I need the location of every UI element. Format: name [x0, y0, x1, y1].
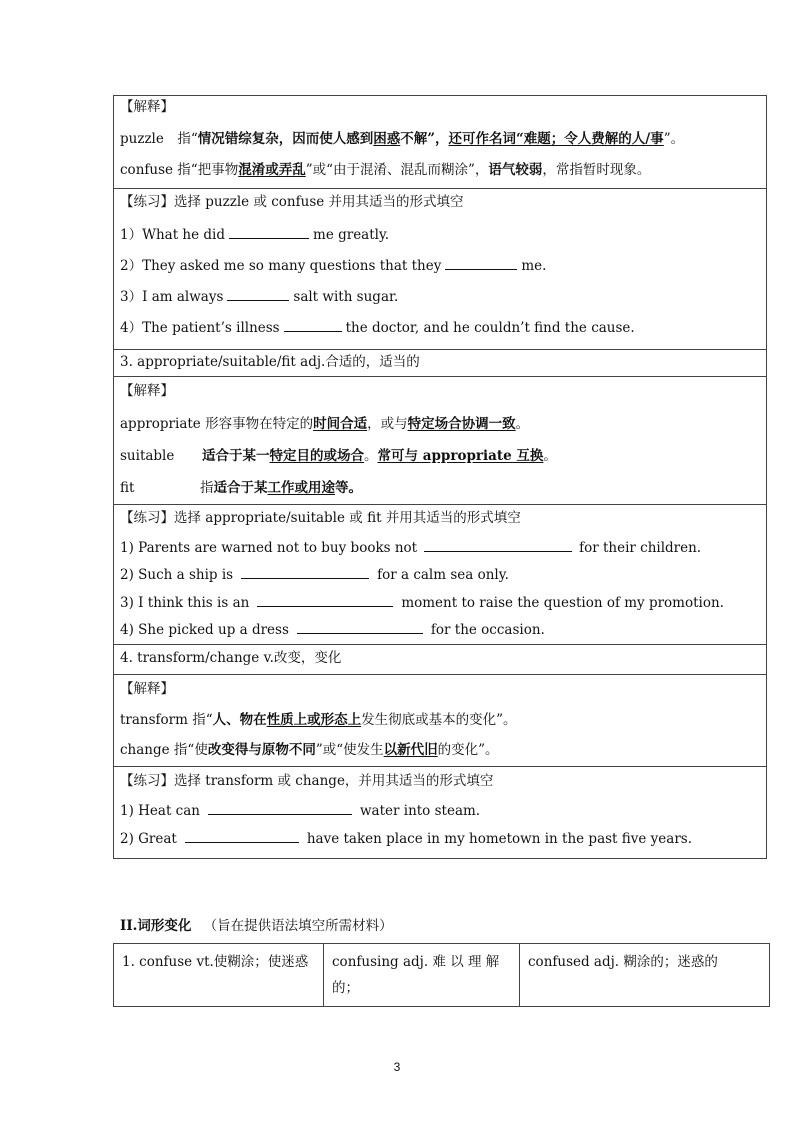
part-two-heading	[120, 914, 393, 934]
practice-section-puzzle-confuse	[114, 188, 766, 349]
vocabulary-table	[113, 95, 767, 859]
part-two-title: II.词形变化	[120, 918, 192, 934]
confuse-definition: confuse 指“把事物混淆或弄乱”或“由于混淆、混乱而糊涂”，语气较弱，常指暂时现象。	[120, 162, 651, 178]
answer-blank[interactable]	[297, 620, 423, 634]
change-definition: change 指“使改变得与原物不同”或“使发生以新代旧的变化”。	[120, 742, 499, 758]
answer-blank[interactable]	[227, 287, 289, 301]
explanation-section-puzzle-confuse	[114, 96, 766, 188]
exercise-item: 1) Heat can water into steam.	[120, 803, 481, 819]
word-form-table	[113, 943, 770, 1007]
explanation-section-transform	[114, 674, 766, 766]
suitable-definition: suitable 适合于某一特定目的或场合。常可与 appropriate 互换。	[120, 448, 557, 464]
answer-blank[interactable]	[445, 256, 517, 270]
word-group-title-appropriate	[114, 349, 766, 376]
exercise-item: 4）The patient’s illness the doctor, and he couldn’t find the cause.	[120, 320, 635, 336]
section-header: 【练习】选择 transform 或 change，并用其适当的形式填空	[120, 773, 494, 789]
section-header: 【练习】选择 puzzle 或 confuse 并用其适当的形式填空	[120, 194, 464, 210]
section-header: 【解释】	[120, 99, 174, 115]
exercise-item: 3）I am always salt with sugar.	[120, 289, 399, 305]
exercise-item: 3) I think this is an moment to raise the question of my promotion.	[120, 595, 724, 611]
word-form-cell: confusing adj. 难 以 理 解 的；	[323, 944, 519, 1006]
answer-blank[interactable]	[229, 225, 309, 239]
section-header: 【解释】	[120, 681, 174, 697]
answer-blank[interactable]	[185, 829, 299, 843]
section-header: 【解释】	[120, 383, 174, 399]
answer-blank[interactable]	[241, 565, 369, 579]
exercise-item: 4) She picked up a dress for the occasion.	[120, 622, 545, 638]
puzzle-definition: puzzle 指“情况错综复杂，因而使人感到困惑不解”，还可作名词“难题；令人费解的人/事”。	[120, 131, 685, 147]
practice-section-appropriate	[114, 504, 766, 644]
exercise-item: 1) Parents are warned not to buy books not for their children.	[120, 540, 702, 556]
section-header: 【练习】选择 appropriate/suitable 或 fit 并用其适当的形式填空	[120, 510, 521, 526]
fit-definition: fit 指适合于某工作或用途等。	[120, 480, 362, 496]
group-title: 3. appropriate/suitable/fit adj.合适的，适当的	[120, 354, 420, 370]
answer-blank[interactable]	[257, 593, 393, 607]
word-group-title-transform	[114, 644, 766, 674]
answer-blank[interactable]	[208, 801, 352, 815]
exercise-item: 2) Great have taken place in my hometown in the past five years.	[120, 831, 693, 847]
answer-blank[interactable]	[284, 318, 342, 332]
appropriate-definition: appropriate 形容事物在特定的时间合适，或与特定场合协调一致。	[120, 416, 530, 432]
group-title: 4. transform/change v.改变，变化	[120, 650, 342, 666]
word-form-cell: confused adj. 糊涂的；迷惑的	[519, 944, 769, 1006]
exercise-item: 2）They asked me so many questions that they me.	[120, 258, 547, 274]
answer-blank[interactable]	[424, 538, 572, 552]
word-form-cell: 1. confuse vt.使糊涂；使迷惑	[122, 954, 309, 970]
page-number: 3	[393, 1060, 401, 1074]
exercise-item: 1）What he did me greatly.	[120, 227, 390, 243]
exercise-item: 2) Such a ship is for a calm sea only.	[120, 567, 509, 583]
part-two-subtitle: （旨在提供语法填空所需材料）	[203, 918, 393, 934]
transform-definition: transform 指“人、物在性质上或形态上发生彻底或基本的变化”。	[120, 712, 517, 728]
explanation-section-appropriate	[114, 376, 766, 504]
practice-section-transform	[114, 766, 766, 858]
